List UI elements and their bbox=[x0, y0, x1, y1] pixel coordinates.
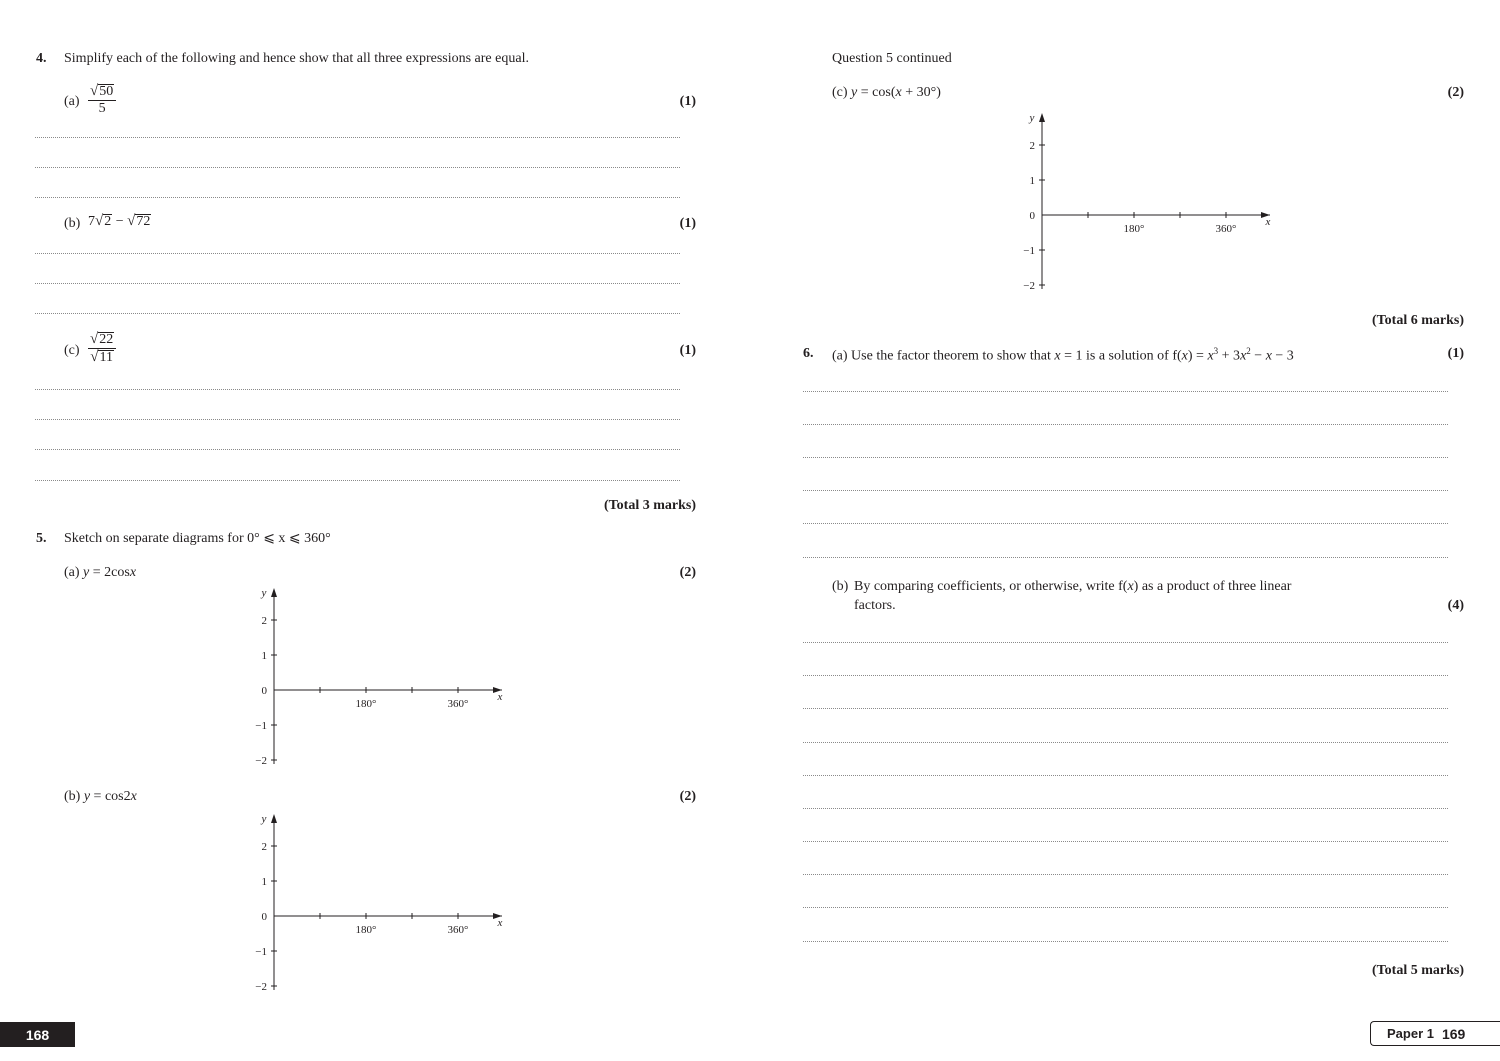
y-tick-label: −1 bbox=[1023, 245, 1035, 257]
paper-label: Paper 1 bbox=[1387, 1026, 1434, 1041]
q4b-rad1: 2 bbox=[104, 214, 112, 229]
x-tick-label: 180° bbox=[1123, 223, 1145, 235]
q5a-label: (a) bbox=[64, 565, 80, 580]
q5c-rest: + 30°) bbox=[901, 85, 941, 100]
x-tick-label: 180° bbox=[355, 698, 377, 710]
y-axis-arrow-icon bbox=[1039, 113, 1045, 122]
q4c-label: (c) bbox=[64, 343, 80, 358]
answer-line[interactable] bbox=[803, 675, 1448, 676]
answer-line[interactable] bbox=[803, 424, 1448, 425]
y-tick-label: −2 bbox=[1023, 280, 1035, 292]
q6a-exponent: 3 bbox=[1213, 346, 1219, 356]
q4b-expression: 7 √ 2 − √ 72 bbox=[88, 213, 151, 229]
q6b-text: By comparing coefficients, or otherwise, write f( bbox=[854, 579, 1128, 594]
answer-line[interactable] bbox=[35, 283, 680, 284]
x-tick-label: 180° bbox=[355, 924, 377, 936]
q4b-marks: (1) bbox=[679, 216, 696, 231]
x-axis-label: x bbox=[1265, 216, 1271, 228]
q6a-term: + 3 bbox=[1218, 348, 1241, 364]
q6a-text-eq: ) = bbox=[1187, 348, 1208, 364]
q4b-coef: 7 bbox=[88, 214, 95, 229]
q5c-var: x bbox=[895, 85, 902, 100]
y-tick-label: 0 bbox=[1029, 210, 1035, 222]
answer-line[interactable] bbox=[803, 874, 1448, 875]
y-tick-label: −1 bbox=[255, 720, 267, 732]
q4a-label: (a) bbox=[64, 94, 80, 109]
y-tick-label: 1 bbox=[261, 650, 267, 662]
answer-line[interactable] bbox=[803, 457, 1448, 458]
q5c-label: (c) bbox=[832, 85, 848, 100]
y-axis-arrow-icon bbox=[271, 588, 277, 597]
q5b-question bbox=[64, 790, 137, 804]
x-tick-label: 360° bbox=[1215, 223, 1237, 235]
q5c-marks: (2) bbox=[1447, 85, 1464, 100]
answer-line[interactable] bbox=[35, 167, 680, 168]
q5b-marks: (2) bbox=[679, 789, 696, 804]
y-axis-arrow-icon bbox=[271, 814, 277, 823]
q5a-rhs: = 2cos bbox=[89, 565, 130, 580]
q6b-line1 bbox=[854, 580, 1291, 594]
q5b-label: (b) bbox=[64, 789, 81, 804]
q6b-label: (b) bbox=[832, 579, 849, 594]
answer-line[interactable] bbox=[35, 389, 680, 390]
q6a-var: x bbox=[1207, 348, 1214, 364]
q4c-fraction: √ 22 √ 11 bbox=[88, 332, 116, 365]
x-tick-label: 360° bbox=[447, 924, 469, 936]
q5c-question bbox=[832, 86, 941, 100]
q6b-marks: (4) bbox=[1447, 598, 1464, 613]
y-tick-label: 2 bbox=[261, 615, 267, 627]
q5b-var: x bbox=[130, 789, 137, 804]
q5-continued: Question 5 continued bbox=[832, 51, 952, 66]
x-axis-label: x bbox=[497, 691, 503, 703]
q5c-lhs: y bbox=[851, 85, 858, 100]
answer-line[interactable] bbox=[35, 480, 680, 481]
q6a-marks: (1) bbox=[1447, 346, 1464, 361]
q6-number: 6. bbox=[803, 346, 814, 361]
q5a-axes-diagram[interactable] bbox=[240, 580, 520, 770]
q5b-lhs: y bbox=[83, 789, 91, 804]
q5a-question bbox=[64, 566, 136, 580]
answer-line[interactable] bbox=[803, 808, 1448, 809]
y-axis-label: y bbox=[1029, 112, 1035, 124]
y-axis-label: y bbox=[261, 587, 267, 599]
x-tick-label: 360° bbox=[447, 698, 469, 710]
q6a-question bbox=[832, 347, 1294, 364]
q6b-text-post: ) as a product of three linear bbox=[1133, 579, 1292, 594]
y-tick-label: −1 bbox=[255, 946, 267, 958]
q6a-term: − bbox=[1250, 348, 1266, 364]
answer-line[interactable] bbox=[35, 449, 680, 450]
y-tick-label: 2 bbox=[261, 841, 267, 853]
q6b-var: x bbox=[1127, 579, 1134, 594]
q5b-axes-diagram[interactable] bbox=[240, 806, 520, 996]
left-page-number: 168 bbox=[0, 1022, 75, 1047]
y-tick-label: 0 bbox=[261, 911, 267, 923]
answer-line[interactable] bbox=[803, 391, 1448, 392]
answer-line[interactable] bbox=[35, 197, 680, 198]
y-tick-label: 2 bbox=[1029, 140, 1035, 152]
answer-line[interactable] bbox=[35, 419, 680, 420]
q5c-eq: = cos( bbox=[857, 85, 896, 100]
q6a-exponent: 2 bbox=[1246, 346, 1251, 356]
q6b-line2: factors. bbox=[854, 598, 896, 613]
x-axis-label: x bbox=[497, 917, 503, 929]
y-tick-label: −2 bbox=[255, 981, 267, 993]
answer-line[interactable] bbox=[803, 742, 1448, 743]
q4b-rad2: 72 bbox=[136, 214, 151, 229]
y-tick-label: 0 bbox=[261, 685, 267, 697]
y-tick-label: 1 bbox=[261, 876, 267, 888]
y-tick-label: 1 bbox=[1029, 175, 1035, 187]
q5-total: (Total 6 marks) bbox=[1371, 313, 1464, 328]
answer-line[interactable] bbox=[35, 253, 680, 254]
q6a-term: − 3 bbox=[1271, 348, 1294, 364]
answer-line[interactable] bbox=[803, 490, 1448, 491]
q5a-var: x bbox=[129, 565, 137, 580]
q4b-label: (b) bbox=[64, 216, 81, 231]
q4c-marks: (1) bbox=[679, 343, 696, 358]
q4-number: 4. bbox=[36, 51, 47, 66]
q4a-denominator: 5 bbox=[98, 101, 106, 116]
answer-line[interactable] bbox=[803, 642, 1448, 643]
answer-line[interactable] bbox=[803, 841, 1448, 842]
answer-line[interactable] bbox=[803, 557, 1448, 558]
answer-line[interactable] bbox=[803, 523, 1448, 524]
y-tick-label: −2 bbox=[255, 755, 267, 767]
q4b-minus: − bbox=[112, 214, 128, 229]
answer-line[interactable] bbox=[35, 313, 680, 314]
q5-prompt: Sketch on separate diagrams for 0° ⩽ x ⩽ 360° bbox=[64, 531, 331, 546]
q6a-var: x bbox=[1054, 348, 1061, 364]
q5-number: 5. bbox=[36, 531, 47, 546]
answer-line[interactable] bbox=[35, 137, 680, 138]
q6a-label: (a) bbox=[832, 348, 848, 364]
right-page-number: 169 bbox=[1441, 1025, 1466, 1042]
q4a-fraction: √ 50 5 bbox=[88, 84, 116, 116]
q5a-lhs: y bbox=[83, 565, 90, 580]
q6-total: (Total 5 marks) bbox=[1371, 963, 1464, 978]
q5a-marks: (2) bbox=[679, 565, 696, 580]
q4a-numerator: 50 bbox=[99, 84, 114, 99]
answer-line[interactable] bbox=[803, 941, 1448, 942]
answer-line[interactable] bbox=[803, 775, 1448, 776]
q6a-text-mid: = 1 is a solution of f( bbox=[1060, 348, 1182, 364]
q6a-var: x bbox=[1265, 348, 1272, 364]
q4c-denominator: 11 bbox=[99, 350, 113, 365]
y-axis-label: y bbox=[261, 813, 267, 825]
q6a-var: x bbox=[1181, 348, 1188, 364]
q5b-rhs: = cos2 bbox=[90, 789, 131, 804]
answer-line[interactable] bbox=[803, 708, 1448, 709]
q5c-axes-diagram[interactable] bbox=[1008, 105, 1288, 295]
answer-line[interactable] bbox=[803, 907, 1448, 908]
q6a-var: x bbox=[1240, 348, 1247, 364]
q4-total: (Total 3 marks) bbox=[603, 498, 696, 513]
q6a-text: Use the factor theorem to show that bbox=[851, 348, 1055, 364]
q4c-numerator: 22 bbox=[99, 332, 114, 347]
right-page-footer bbox=[1370, 1021, 1500, 1046]
q4-prompt: Simplify each of the following and hence show that all three expressions are equal. bbox=[64, 51, 529, 66]
q4a-marks: (1) bbox=[679, 94, 696, 109]
